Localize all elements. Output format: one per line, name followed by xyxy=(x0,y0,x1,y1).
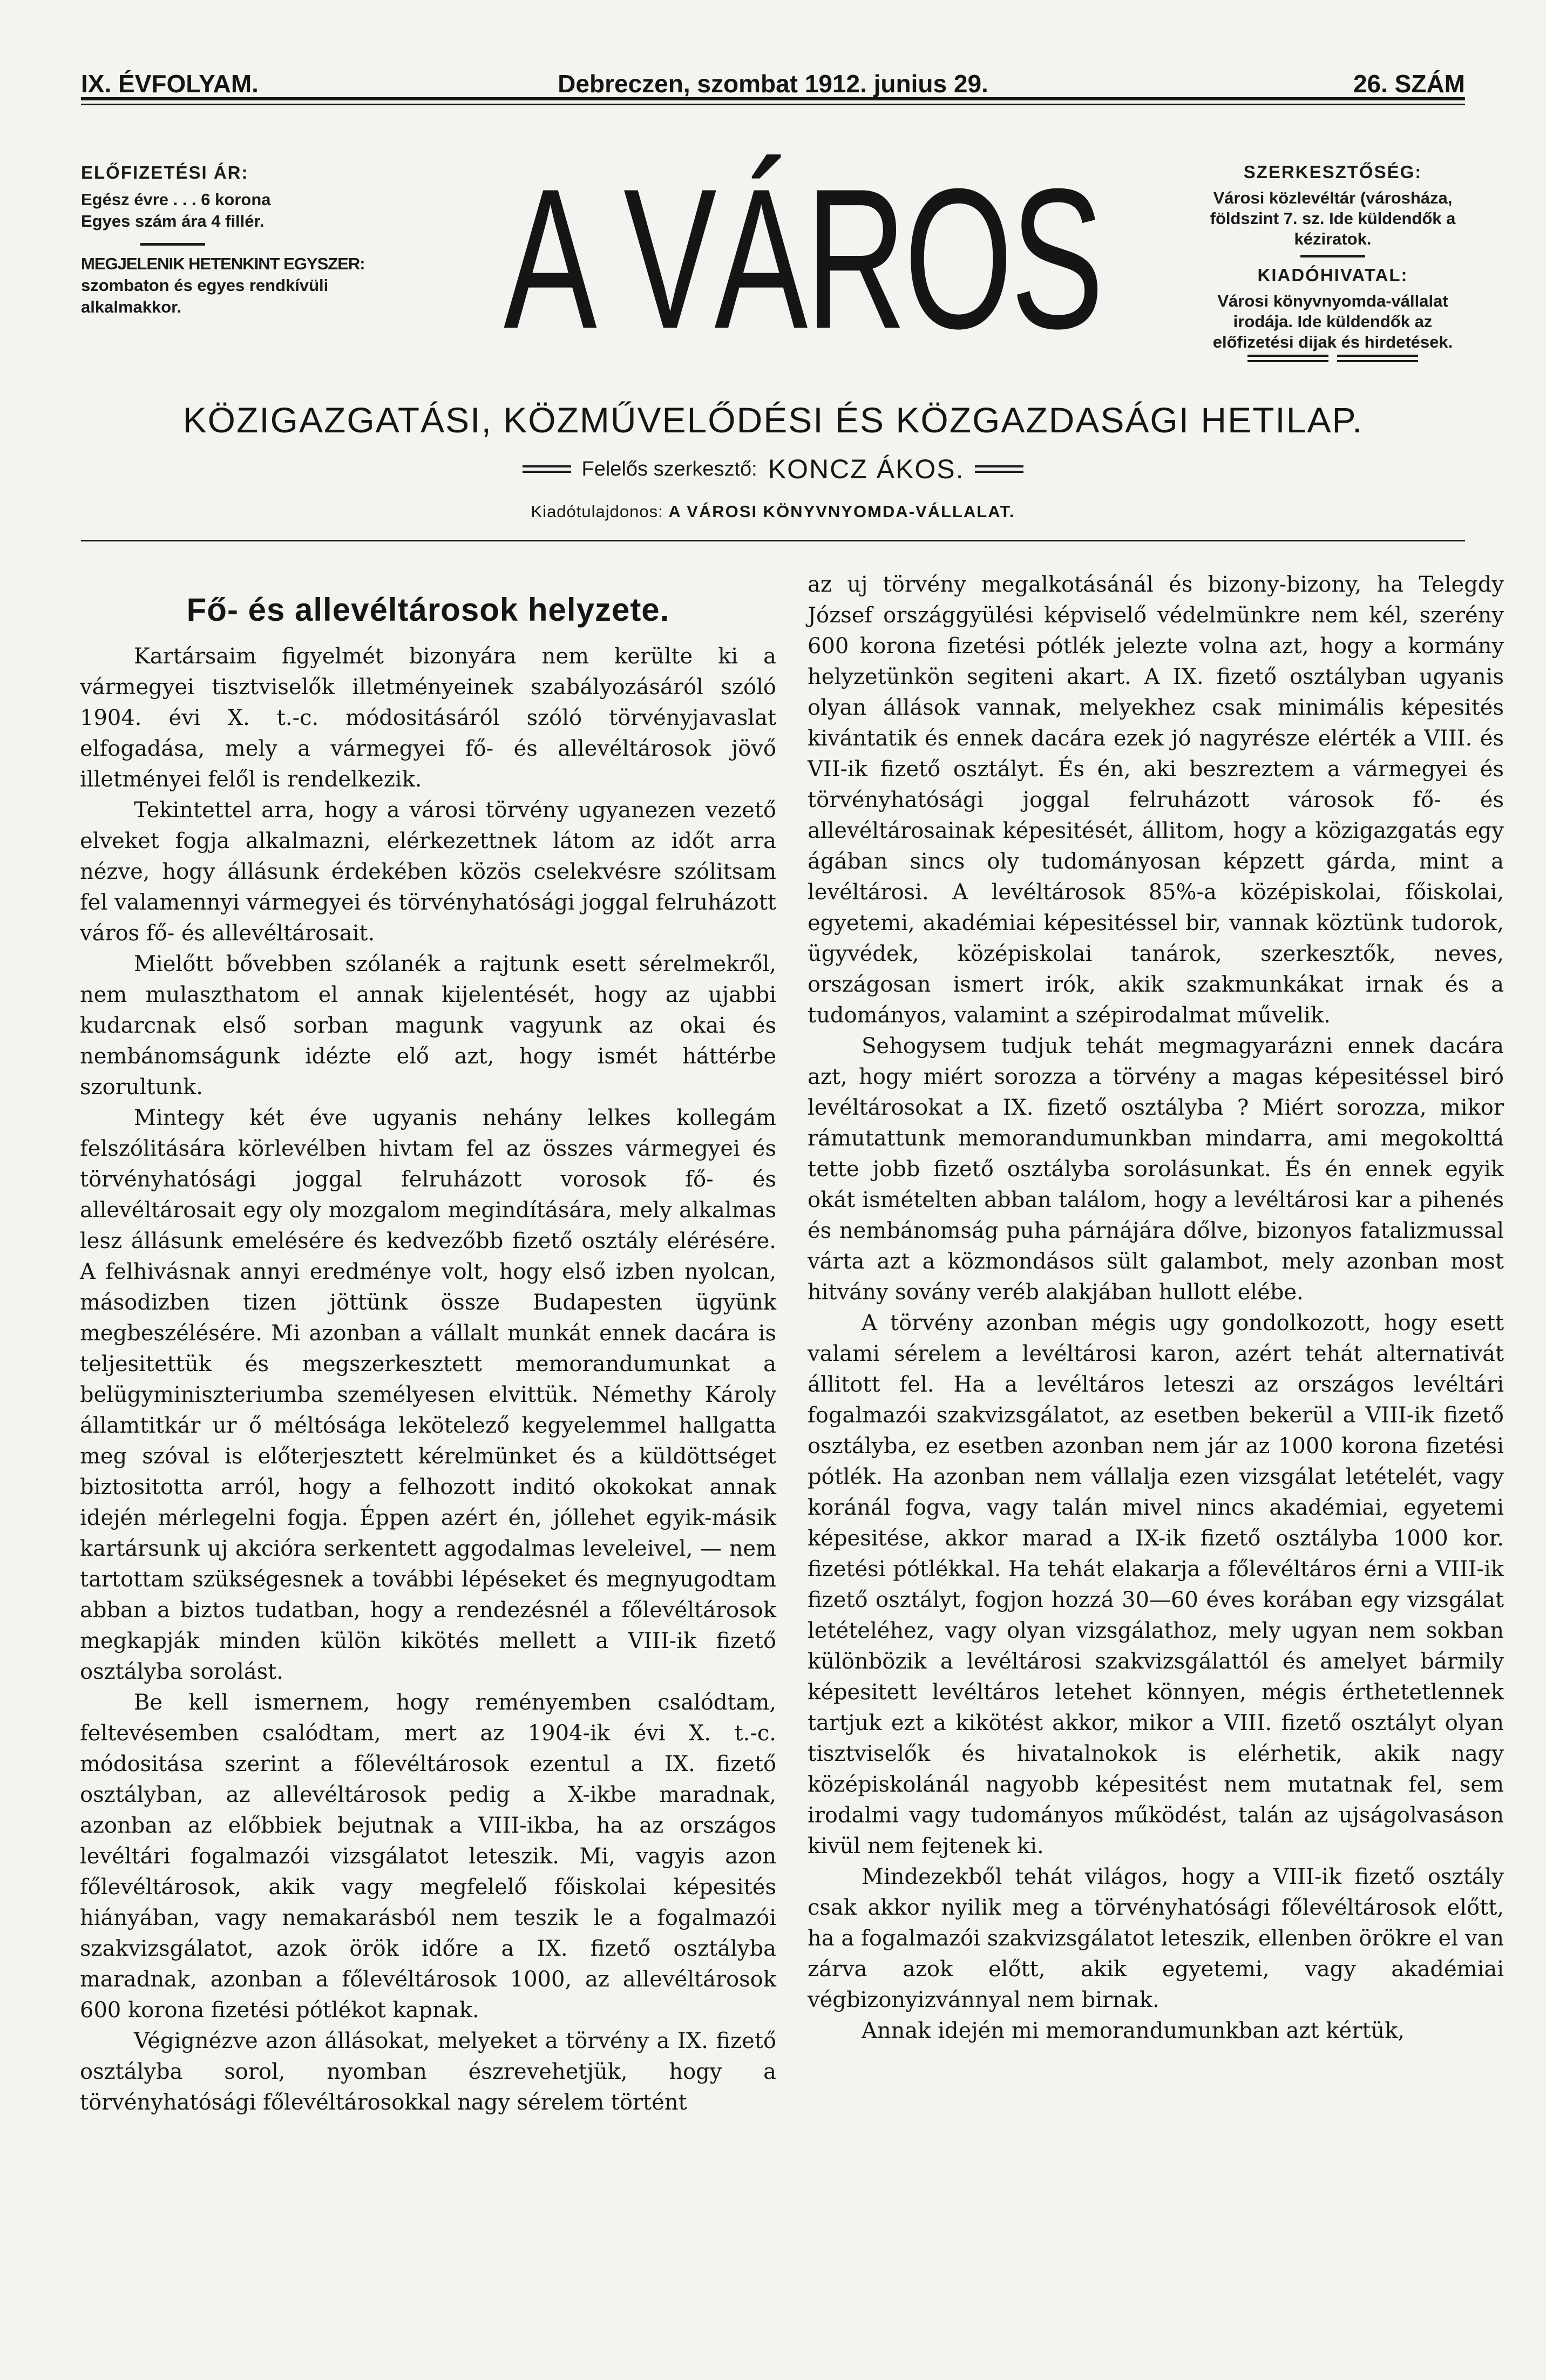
header-rule xyxy=(81,97,1465,105)
publishing-heading: MEGJELENIK HETENKINT EGYSZER: xyxy=(81,254,365,273)
divider xyxy=(140,243,205,246)
paragraph: Be kell ismernem, hogy reményemben csalódtam, feltevésemben csalódtam, mert az 1904-ik évi X. t.-c. módositása szerint a főlevéltárosok ezentul a IX. fizető osztályban, az allevéltárosok pedig a X-ikbe maradnak, azonban az előbbiek bejutnak a VIII-ikba, ha az országos levéltári fogalmazói vizsgálatot leteszik. Mi, vagyis azon főlevéltárosok, akik vagy megfelelő főiskolai képesités hiányában, vagy nemakarásból nem teszik le a fogalmazói szakvizsgálatot, azok örök időre a IX. fizető osztályba maradnak, azonban a főlevéltárosok 1000, az allevéltárosok 600 korona fizetési pótlékot kapnak. xyxy=(80,1690,776,2023)
masthead-title: A VÁROS xyxy=(504,147,1102,370)
office-text: Városi könyvnyomda-vállalat irodája. Ide küldendők az előfizetési dijak és hirdetések. xyxy=(1212,291,1453,351)
paragraph: Mielőtt bővebben szólanék a rajtunk esett sérelmekről, nem mulaszthatom el annak kijelentését, hogy az ujabbi kudarcnak első sorban magunk vagyunk az okai és nembánomságunk idézte elő azt, hogy ismét háttérbe szorultunk. xyxy=(80,952,776,1100)
editorial-box xyxy=(1201,162,1465,362)
paragraph: Mintegy két éve ugyanis nehány lelkes kollegám felszólitására körlevélben hivtam fel az összes vármegyei és törvényhatósági joggal felruházott vorosok fő- és allevéltárosait egy oly mozgalom megindítására, mely alkalmas lesz állásunk emelésére és kedvezőbb fizető osztály elérésére. A felhivásnak annyi eredménye volt, hogy első izben nyolcan, másodizben tizen jöttünk össze Budapesten ügyünk megbeszélésére. Mi azonban a vállalt munkát ennek dacára is teljesitettük és megszerkesztett memorandumunkat a belügyminiszteriumba személyesen elvittük. Némethy Károly államtitkár ur ő méltósága lekötelező kegyelemmel hallgatta meg szóval is előterjesztett kérelmünket és a küldöttséget biztositotta arról, hogy a felhozott inditó okokokat annak idején mérlegelni fogja. Éppen azért én, jóllehet egyik-másik kartársunk uj akcióra serkentett aggodalmas leveleivel, — nem tartottam szükségesnek a további lépéseket és megnyugodtam abban a biztos tudatban, hogy a rendezésnél a főlevéltárosok megkapják minden külön kikötés mellett a VIII-ik fizető osztályba sorolást. xyxy=(80,1106,776,1684)
editorial-heading: SZERKESZTŐSÉG: xyxy=(1243,162,1422,182)
editorial-text: Városi közlevéltár (városháza, földszint 7. sz. Ide küldendők a kéziratok. xyxy=(1210,188,1456,248)
subscription-heading: ELŐFIZETÉSI ÁR: xyxy=(81,162,249,182)
subscription-line-2: Egyes szám ára 4 fillér. xyxy=(81,212,265,230)
ornament-left xyxy=(523,465,571,473)
paragraph: Sehogysem tudjuk tehát megmagyarázni ennek dacára azt, hogy miért sorozza a törvény a magas képesitéssel biró levéltárosokat a IX. fizető osztályba ? Miért sorozza, mikor rámutattunk memorandumunkban mindarra, ami megokolttá tette jobb fizető osztályba sorolásunkat. És én ennek egyik okát ismételten abban találom, hogy a levéltárosi kar a pihenés és nembánomság puha párnájára dőlve, bizonyos fatalizmussal várta azt a közmondásos sült galambot, mely azonban most hitvány sovány veréb alakjában hullott elébe. xyxy=(808,1034,1504,1305)
article-column-left xyxy=(80,567,776,2118)
publisher-line xyxy=(0,502,1546,521)
issue-number: 26. SZÁM xyxy=(1353,70,1465,98)
publisher-label: Kiadótulajdonos: xyxy=(531,502,663,521)
article-column-right xyxy=(808,569,1504,2046)
ornament-right xyxy=(975,465,1023,473)
editor-line xyxy=(0,453,1546,485)
subscription-box xyxy=(81,162,383,318)
subtitle: KÖZIGAZGATÁSI, KÖZMŰVELŐDÉSI ÉS KÖZGAZDASÁGI HETILAP. xyxy=(182,400,1364,440)
paragraph: az uj törvény megalkotásánál és bizony-bizony, ha Telegdy József országgyülési képviselő védelmünkre nem kél, szerény 600 korona fizetési pótlék jelezte volna azt, hogy a kormány helyzetünkön segiteni akart. A IX. fizető osztályban ugyanis olyan állások vannak, melyekhez csak minimális képesités kivántatik és ennek dacára ezek jó nagyrésze elérték a VIII. és VII-ik fizető osztályt. És én, aki beszreztem a vármegyei és törvényhatósági joggal felruházott városok fő- és allevéltárosainak képesitését, állitom, hogy a közigazgatás egy ágában sincs oly tudományosan képzett gárda, mint a levéltárosi. A levéltárosok 85%-a középiskolai, főiskolai, egyetemi, akadémiai képesitéssel bir, vannak köztünk tudorok, ügyvédek, középiskolai tanárok, szerkesztők, neves, országosan ismert irók, akik szakmunkákat irnak és a tudományos, valamint a szépirodalmat művelik. xyxy=(808,572,1504,1028)
volume-label: IX. ÉVFOLYAM. xyxy=(81,70,259,98)
publisher-name: A VÁROSI KÖNYVNYOMDA-VÁLLALAT. xyxy=(668,502,1015,521)
paragraph: Kartársaim figyelmét bizonyára nem kerülte ki a vármegyei tisztviselők illetményeinek szabályozásáról szóló 1904. évi X. t.-c. módositásáról szóló törvényjavaslat elfogadása, mely a vármegyei fő- és allevéltárosok jövő illetményei felől is rendelkezik. xyxy=(80,644,776,792)
place-date: Debreczen, szombat 1912. junius 29. xyxy=(558,70,988,98)
editor-label: Felelős szerkesztő: xyxy=(581,457,757,480)
subscription-line-1: Egész évre . . . 6 korona xyxy=(81,190,271,209)
paragraph: A törvény azonban mégis ugy gondolkozott, hogy esett valami sérelem a levéltárosi karon, azért tehát alternativát állitott fel. Ha a levéltáros leteszi az országos levéltári fogalmazói szakvizsgálatot, az esetben bekerül a VIII-ik fizető osztályba, ez esetben azonban nem jár az 1000 korona fizetési pótlék. Ha azonban nem vállalja ezen vizsgálat letételét, vagy koránál fogva, vagy talán mivel nincs akadémiai, egyetemi képesitése, akkor marad a IX-ik fizető osztályba 1000 kor. fizetési pótlékkal. Ha tehát elakarja a főlevéltáros érni a VIII-ik fizető osztályt, fogjon hozzá 30—60 éves korában egy vizsgálat letételéhez, vagy olyan vizsgálathoz, mely ugyan nem sokban különbözik a levéltárosi szakvizsgálattól és amelyet bármily képesitett levéltáros letehet könnyen, mégis érthetetlennek tartjuk ezt a kikötést akkor, mikor a VIII. fizető osztályt olyan tisztviselők és hivatalnokok is elérhetik, akik nagy középiskolánál nagyobb képesitést nem mutatnak fel, sem irodalmi vagy tudományos működést, talán az ujságolvasáson kivül nem fejtenek ki. xyxy=(808,1311,1504,1859)
article-title: Fő- és allevéltárosok helyzete. xyxy=(186,592,670,628)
paragraph: Végignézve azon állásokat, melyeket a törvény a IX. fizető osztályba sorol, nyomban észrevehetjük, hogy a törvényhatósági főlevéltárosokkal nagy sérelem történt xyxy=(80,2029,776,2115)
divider xyxy=(1300,255,1365,257)
ornament-rule xyxy=(1201,355,1465,362)
publishing-text: szombaton és egyes rendkívüli alkalmakkor. xyxy=(81,276,329,316)
paragraph: Tekintettel arra, hogy a városi törvény ugyanezen vezető elveket fogja alkalmazni, elérkezettnek látom az időt arra nézve, hogy állásunk érdekében közös cselekvésre szólitsam fel valamennyi vármegyei és törvényhatósági joggal felruházott város fő- és allevéltárosait. xyxy=(80,798,776,946)
masthead-rule xyxy=(81,540,1465,541)
office-heading: KIADÓHIVATAL: xyxy=(1257,265,1408,285)
paragraph: Mindezekből tehát világos, hogy a VIII-ik fizető osztály csak akkor nyilik meg a törvényhatósági főlevéltárosok előtt, ha a fogalmazói szakvizsgálatot leteszik, ellenben örökre el van zárva azok előtt, akik egyetemi, vagy akadémiai végbizonyizvánnyal nem birnak. xyxy=(808,1864,1504,2012)
editor-name: KONCZ ÁKOS. xyxy=(768,454,965,484)
paragraph: Annak idején mi memorandumunkban azt kértük, xyxy=(862,2018,1405,2043)
